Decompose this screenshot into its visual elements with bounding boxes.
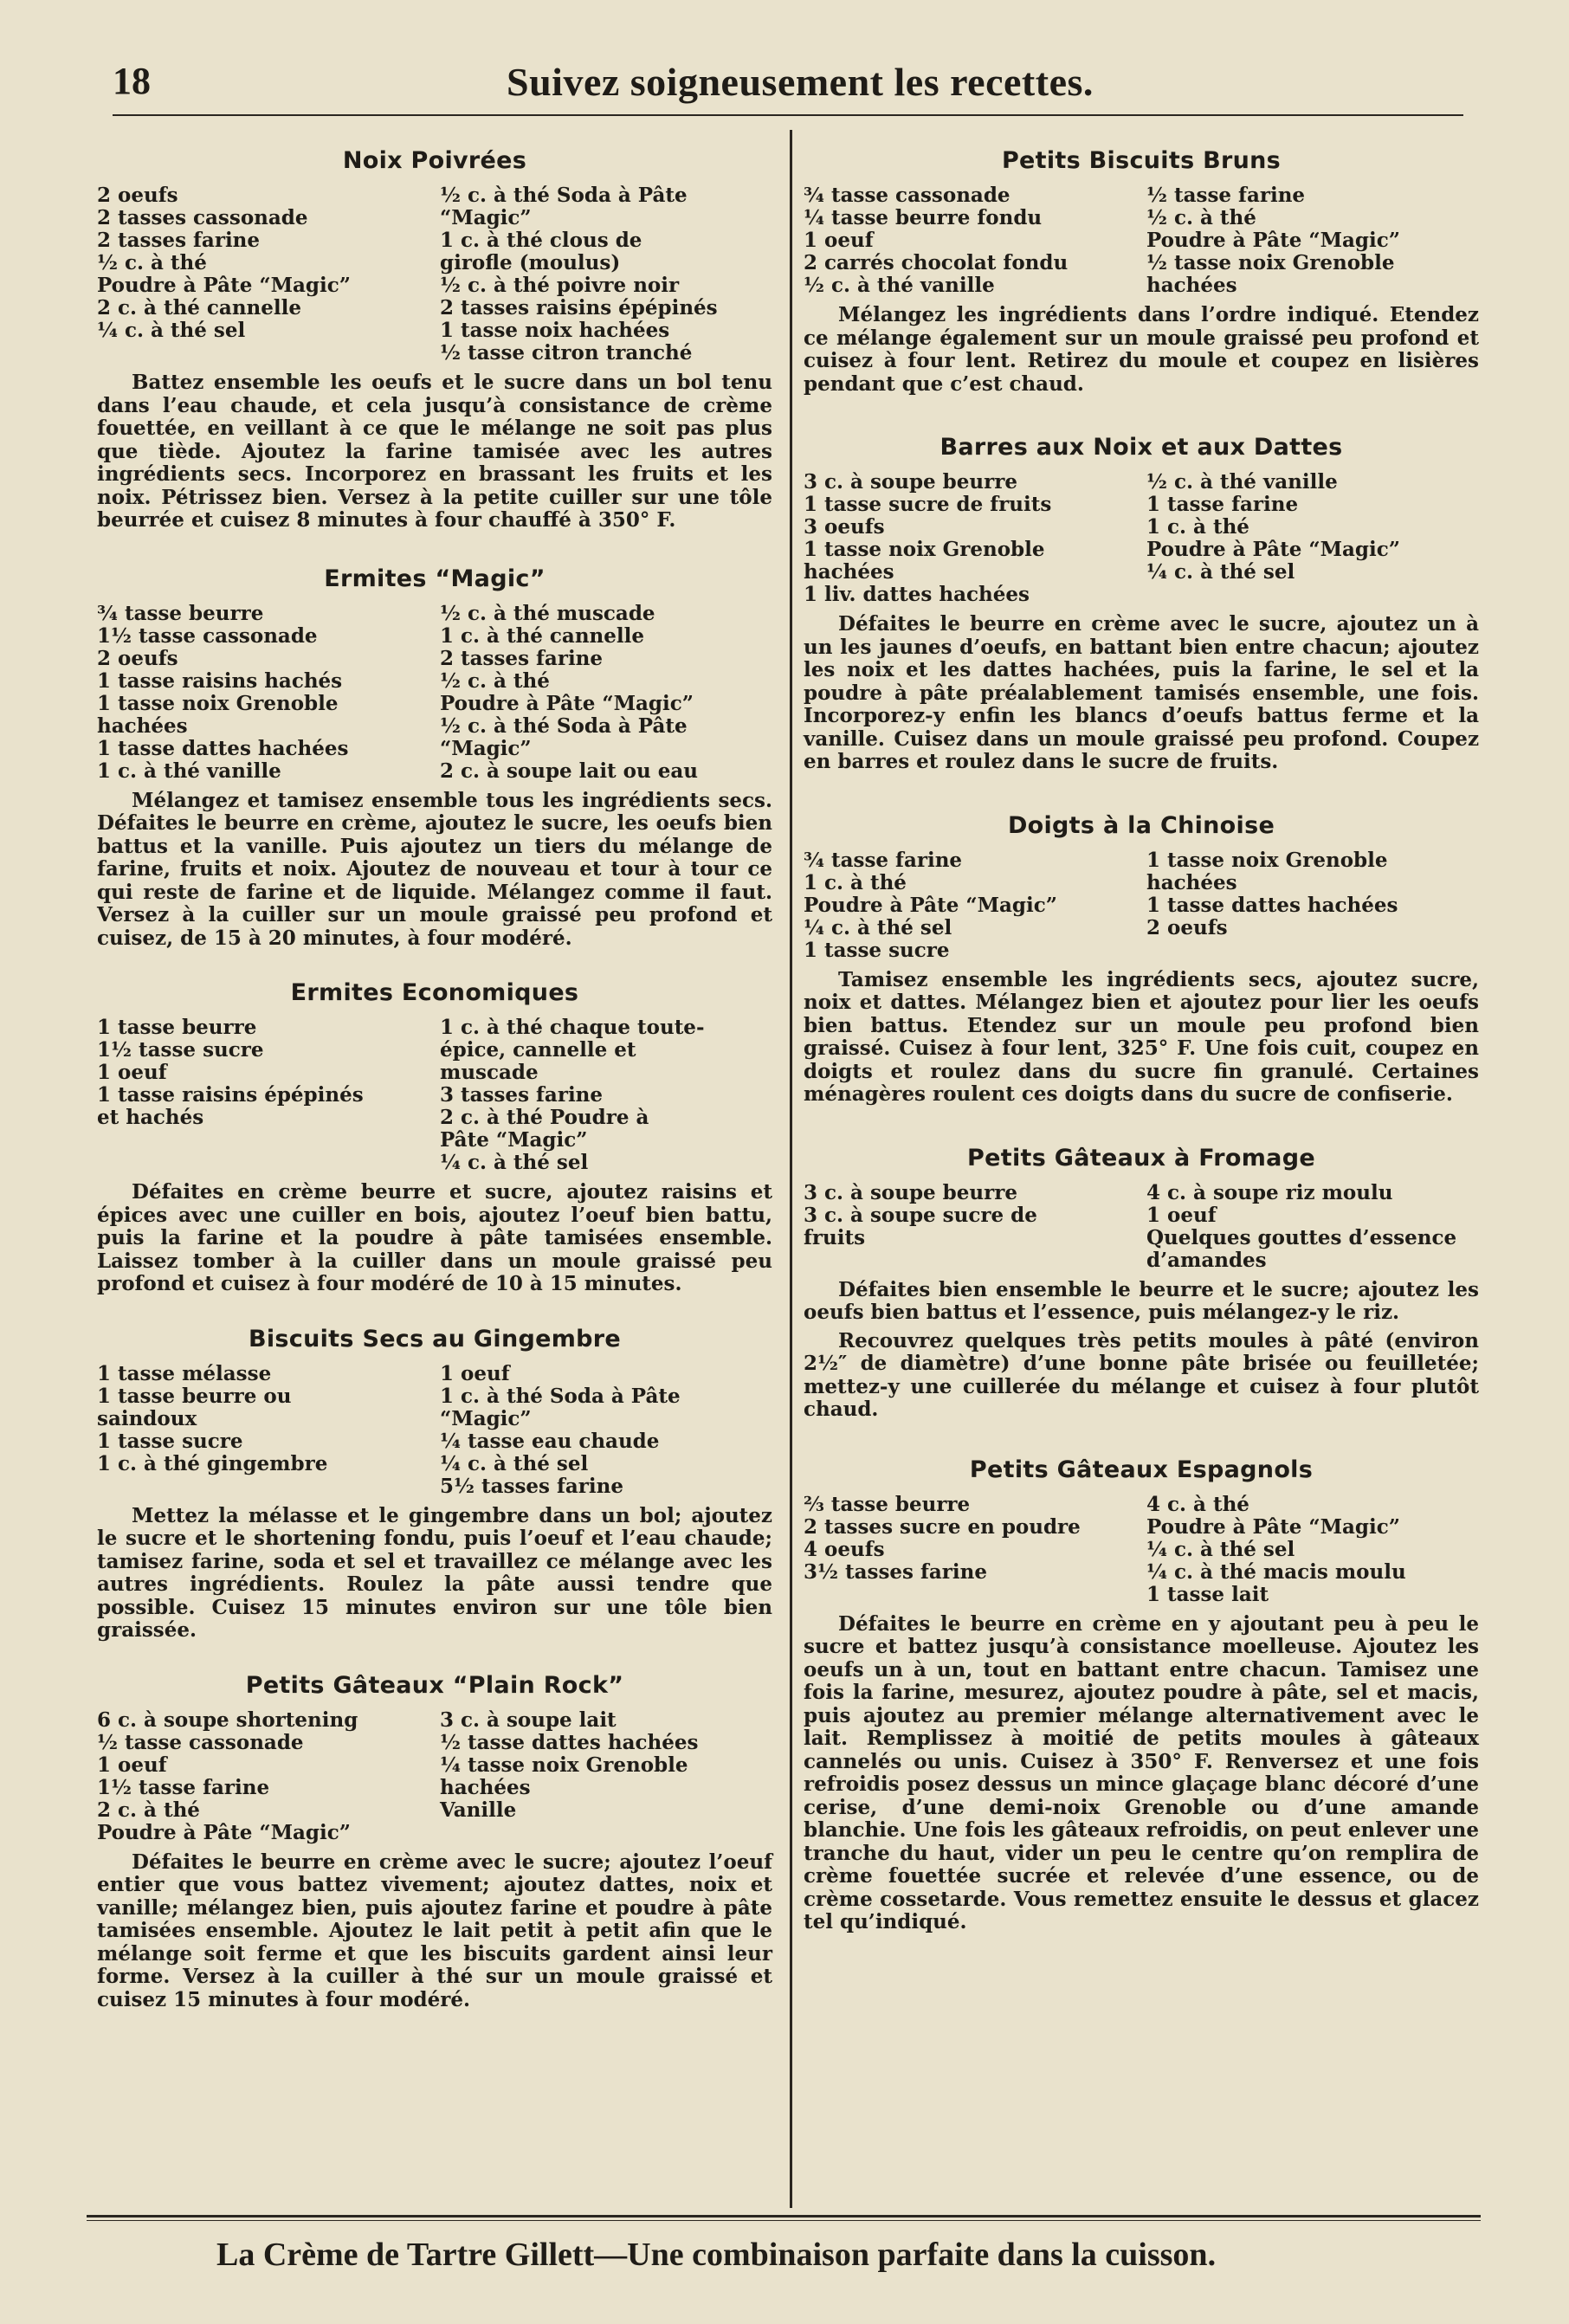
ingredient-line: 2 c. à soupe lait ou eau (440, 759, 699, 783)
recipe-title: Petits Biscuits Bruns (1001, 147, 1282, 174)
ingredient-list (804, 184, 1479, 297)
ingredient-line: ½ c. à thé (97, 251, 207, 274)
recipe-method: Défaites bien ensemble le beurre et le sucre; ajoutez les oeufs bien battus et l’essence, puis mélangez-y le riz. (804, 1277, 1479, 1324)
ingredient-column (1146, 1494, 1479, 1606)
ingredient-line: 1½ tasse cassonade (97, 623, 318, 648)
ingredient-line: 3 c. à soupe sucre de (804, 1203, 1037, 1227)
ingredient-line: ½ tasse cassonade (97, 1730, 304, 1754)
ingredient-line: 3 c. à soupe lait (440, 1707, 617, 1732)
recipe-method: Mélangez les ingrédients dans l’ordre indiqué. Etendez ce mélange également sur un moule graissé peu profond et cuisez à four lent. Retirez du moule et coupez en lisières pendant que c’est chaud. (804, 303, 1479, 396)
ingredient-line: 1 tasse dattes hachées (97, 736, 349, 760)
ingredient-line: ½ c. à thé Soda à Pâte (440, 713, 688, 738)
ingredient-line: 5½ tasses farine (440, 1474, 624, 1498)
ingredient-line: 4 c. à thé (1146, 1492, 1249, 1516)
recipe-method: Recouvrez quelques très petits moules à pâté (environ 2½″ de diamètre) d’une bonne pâte brisée ou feuilletée; mettez-y une cuillerée du mélange et cuisez à four plutôt chaud. (804, 1328, 1479, 1421)
ingredient-line: épice, cannelle et (440, 1038, 636, 1062)
ingredient-line: Poudre à Pâte “Magic” (1146, 229, 1400, 252)
recipe-title: Barres aux Noix et aux Dattes (939, 434, 1343, 461)
page-header (113, 54, 1463, 114)
ingredient-line: 1 tasse noix Grenoble (1146, 848, 1388, 872)
ingredient-line: 1 tasse sucre (804, 938, 950, 962)
right-column (804, 147, 1479, 1940)
ingredient-column (440, 1363, 772, 1498)
ingredient-line: 1 tasse sucre (97, 1429, 243, 1453)
ingredient-line: ½ c. à thé poivre noir (440, 274, 680, 297)
ingredient-column (1146, 184, 1479, 297)
recipe-method: Battez ensemble les oeufs et le sucre dans un bol tenu dans l’eau chaude, et cela jusqu’à consistance de crème fouettée, en veillant à ce que le mélange ne soit pas plus que tiède. Ajoutez la farine tamisée avec les autres ingrédients secs. Incorporez en brassant les fruits et les noix. Pétrissez bien. Versez à la petite cuiller sur une tôle beurrée et cuisez 8 minutes à four chauffé à 350° F. (97, 371, 772, 532)
ingredient-line: 2 carrés chocolat fondu (804, 251, 1069, 274)
ingredient-line: ¼ c. à thé sel (440, 1451, 589, 1475)
ingredient-line: muscade (440, 1061, 539, 1084)
ingredient-list (804, 849, 1479, 962)
ingredient-line: Quelques gouttes d’essence (1146, 1225, 1457, 1249)
header-rule (113, 114, 1463, 116)
ingredient-column (97, 603, 429, 783)
ingredient-column (97, 1017, 429, 1174)
footer-slogan: La Crème de Tartre Gillett—Une combinaison parfaite dans la cuisson. (216, 2237, 1217, 2273)
ingredient-line: Poudre à Pâte “Magic” (97, 1820, 351, 1844)
ingredient-line: 1 tasse raisins épépinés (97, 1083, 364, 1107)
ingredient-line: 1 oeuf (97, 1061, 167, 1084)
ingredient-line: Poudre à Pâte “Magic” (440, 691, 694, 715)
ingredient-line: ¼ c. à thé sel (1146, 560, 1295, 584)
recipe (804, 1456, 1479, 1934)
ingredient-line: Poudre à Pâte “Magic” (97, 274, 351, 297)
recipe (97, 147, 772, 533)
ingredient-line: 1 c. à thé gingembre (97, 1451, 328, 1475)
ingredient-list (97, 603, 772, 783)
ingredient-column (804, 1182, 1136, 1272)
ingredient-list (97, 1363, 772, 1498)
ingredient-line: ¼ c. à thé macis moulu (1146, 1559, 1406, 1584)
ingredient-line: ½ c. à thé (1146, 206, 1256, 229)
ingredient-line: ½ c. à thé vanille (804, 274, 995, 297)
ingredient-line: 2 oeufs (97, 646, 178, 670)
recipe-method: Mettez la mélasse et le gingembre dans un bol; ajoutez le sucre et le shortening fondu, puis l’oeuf et l’eau chaude; tamisez farine, soda et sel et travaillez ce mélange avec les autres ingrédients. Roulez la pâte aussi tendre que possible. Cuisez 15 minutes environ sur une tôle bien graissée. (97, 1503, 772, 1642)
ingredient-line: 2 tasses raisins épépinés (440, 296, 718, 320)
ingredient-line: ½ tasse farine (1146, 184, 1306, 207)
recipe (804, 147, 1479, 396)
recipe-method: Tamisez ensemble les ingrédients secs, ajoutez sucre, noix et dattes. Mélangez bien et ajoutez pour lier les oeufs bien battus. Etendez sur un moule peu profond bien graissé. Cuisez à four lent, 325° F. Une fois cuit, coupez en doigts et roulez dans du sucre fin granulé. Certaines ménagères roulent ces doigts dans du sucre de confiserie. (804, 967, 1479, 1106)
ingredient-line: et hachés (97, 1106, 204, 1129)
ingredient-line: 2 c. à thé (97, 1798, 200, 1822)
ingredient-list (804, 471, 1479, 606)
ingredient-column (1146, 471, 1479, 606)
ingredient-column (440, 1017, 772, 1174)
ingredient-line: 3 c. à soupe beurre (804, 1180, 1017, 1204)
ingredient-line: ¼ tasse eau chaude (440, 1429, 660, 1453)
ingredient-line: ½ tasse citron tranché (440, 341, 693, 365)
recipe-method: Défaites le beurre en crème avec le sucre, ajoutez un à un les jaunes d’oeufs, en battant bien entre chacun; ajoutez les noix et les dattes hachées, puis la farine, le sel et la poudre à pâte préalablement tamisés ensemble, une fois. Incorporez-y enfin les blancs d’oeufs battus ferme et la vanille. Cuisez dans un moule graissé peu profond. Coupez en barres et roulez dans le sucre de fruits. (804, 612, 1479, 773)
recipe-title: Petits Gâteaux à Fromage (967, 1144, 1315, 1172)
ingredient-line: “Magic” (440, 1406, 532, 1430)
ingredient-column (440, 184, 772, 365)
ingredient-line: 2 tasses farine (440, 646, 604, 670)
ingredient-line: hachées (1146, 870, 1237, 894)
ingredient-line: Poudre à Pâte “Magic” (1146, 1514, 1400, 1539)
ingredient-line: ⅔ tasse beurre (804, 1492, 971, 1516)
ingredient-line: 2 c. à thé cannelle (97, 296, 302, 320)
ingredient-line: ¼ c. à thé sel (1146, 1537, 1295, 1561)
recipe-method: Défaites le beurre en crème avec le sucre; ajoutez l’oeuf entier que vous battez vivement; ajoutez dattes, noix et vanille; mélangez bien, puis ajoutez farine et poudre à pâte tamisées ensemble. Ajoutez le lait petit à petit afin que le mélange soit ferme et que les biscuits gardent ainsi leur forme. Versez à la cuiller à thé sur un moule graissé et cuisez 15 minutes à four modéré. (97, 1850, 772, 2011)
ingredient-line: 1 c. à thé clous de (440, 229, 642, 252)
ingredient-line: 2 c. à thé Poudre à (440, 1106, 649, 1129)
ingredient-line: 1 c. à thé (804, 870, 907, 894)
ingredient-line: 1 tasse lait (1146, 1582, 1269, 1606)
ingredient-column (1146, 849, 1479, 962)
ingredient-line: d’amandes (1146, 1248, 1267, 1272)
ingredient-column (97, 1363, 429, 1498)
ingredient-column (97, 1709, 429, 1844)
ingredient-line: 1 tasse raisins hachés (97, 668, 343, 693)
ingredient-line: 1 tasse dattes hachées (1146, 893, 1398, 917)
ingredient-column (97, 184, 429, 365)
ingredient-line: 1 tasse noix Grenoble (804, 538, 1045, 561)
recipe-title: Ermites “Magic” (324, 565, 546, 592)
ingredient-line: ¼ c. à thé sel (440, 1151, 589, 1174)
recipe (804, 1145, 1479, 1422)
ingredient-line: 3 c. à soupe beurre (804, 470, 1017, 494)
ingredient-column (804, 849, 1136, 962)
ingredient-line: “Magic” (440, 206, 532, 229)
recipe (804, 812, 1479, 1107)
ingredient-line: 2 tasses farine (97, 229, 261, 252)
ingredient-line: Vanille (440, 1798, 517, 1822)
ingredient-line: 2 oeufs (1146, 915, 1228, 939)
left-column (97, 147, 772, 2017)
ingredient-line: 1 c. à thé cannelle (440, 623, 645, 648)
ingredient-list (804, 1494, 1479, 1606)
ingredient-line: 1 oeuf (804, 229, 874, 252)
ingredient-column (804, 1494, 1136, 1606)
ingredient-line: 1 tasse beurre (97, 1016, 257, 1039)
footer-rule (87, 2215, 1481, 2217)
ingredient-line: 1 oeuf (1146, 1203, 1217, 1227)
ingredient-column (440, 603, 772, 783)
ingredient-line: Poudre à Pâte “Magic” (1146, 538, 1400, 561)
ingredient-line: fruits (804, 1225, 866, 1249)
ingredient-list (97, 1709, 772, 1844)
ingredient-line: ¼ c. à thé sel (97, 319, 246, 342)
recipe-title: Petits Gâteaux Espagnols (969, 1456, 1314, 1483)
ingredient-line: girofle (moulus) (440, 251, 621, 274)
ingredient-line: 1 liv. dattes hachées (804, 583, 1030, 606)
ingredient-line: ¼ c. à thé sel (804, 915, 952, 939)
recipe-title: Ermites Economiques (290, 979, 579, 1006)
ingredient-line: 1½ tasse farine (97, 1775, 270, 1799)
ingredient-line: 3½ tasses farine (804, 1559, 988, 1584)
ingredient-line: 2 tasses cassonade (97, 206, 308, 229)
ingredient-line: ¾ tasse beurre (97, 601, 264, 625)
ingredient-line: 1 oeuf (97, 1753, 167, 1777)
ingredient-line: ½ c. à thé muscade (440, 601, 655, 625)
ingredient-column (804, 471, 1136, 606)
recipe-title: Noix Poivrées (342, 147, 527, 174)
column-divider (790, 130, 792, 2208)
recipe-title: Biscuits Secs au Gingembre (248, 1325, 621, 1352)
recipe-method: Mélangez et tamisez ensemble tous les ingrédients secs. Défaites le beurre en crème, ajoutez le sucre, les oeufs bien battus et la vanille. Puis ajoutez un tiers du mélange de farine, fruits et noix. Ajoutez de nouveau et tour à tour ce qui reste de farine et de liquide. Mélangez comme il faut. Versez à la cuiller sur un moule graissé peu profond et cuisez, de 15 à 20 minutes, à four modéré. (97, 788, 772, 950)
recipe (97, 979, 772, 1296)
ingredient-line: hachées (804, 560, 894, 584)
ingredient-line: ¼ tasse noix Grenoble (440, 1753, 688, 1777)
ingredient-line: 1 oeuf (440, 1361, 510, 1385)
recipe (804, 434, 1479, 774)
ingredient-line: 1 tasse farine (1146, 493, 1299, 516)
recipe (97, 1672, 772, 2012)
ingredient-list (804, 1182, 1479, 1272)
ingredient-line: 1 c. à thé (1146, 515, 1249, 539)
ingredient-line: ¼ tasse beurre fondu (804, 206, 1043, 229)
ingredient-line: ½ tasse noix Grenoble (1146, 251, 1395, 274)
ingredient-line: 1 c. à thé chaque toute- (440, 1016, 705, 1039)
ingredient-line: “Magic” (440, 736, 532, 760)
ingredient-line: 3 tasses farine (440, 1083, 604, 1107)
running-title: Suivez soigneusement les recettes. (507, 60, 1094, 104)
ingredient-line: ½ c. à thé vanille (1146, 470, 1338, 494)
ingredient-line: 4 c. à soupe riz moulu (1146, 1180, 1393, 1204)
recipe-title: Petits Gâteaux “Plain Rock” (245, 1671, 624, 1699)
ingredient-line: hachées (440, 1775, 531, 1799)
ingredient-line: 4 oeufs (804, 1537, 885, 1561)
ingredient-line: 1 c. à thé Soda à Pâte (440, 1384, 681, 1408)
ingredient-line: hachées (97, 713, 188, 738)
ingredient-line: 1 tasse beurre ou (97, 1384, 292, 1408)
ingredient-line: saindoux (97, 1406, 197, 1430)
ingredient-line: ½ c. à thé (440, 668, 550, 693)
recipe (97, 1326, 772, 1643)
ingredient-line: Poudre à Pâte “Magic” (804, 893, 1057, 917)
ingredient-line: ½ tasse dattes hachées (440, 1730, 699, 1754)
recipe-method: Défaites en crème beurre et sucre, ajoutez raisins et épices avec une cuiller en bois, ajoutez l’oeuf bien battu, puis la farine et la poudre à pâte tamisées ensemble. Laissez tomber à la cuiller dans un moule graissé peu profond et cuisez à four modéré de 10 à 15 minutes. (97, 1180, 772, 1295)
ingredient-line: 1 tasse sucre de fruits (804, 493, 1052, 516)
ingredient-line: ½ c. à thé Soda à Pâte (440, 184, 688, 207)
ingredient-line: 1 tasse mélasse (97, 1361, 272, 1385)
footer-rule-thin (87, 2220, 1481, 2221)
ingredient-line: 2 oeufs (97, 184, 178, 207)
ingredient-column (1146, 1182, 1479, 1272)
ingredient-list (97, 1017, 772, 1174)
ingredient-line: 2 tasses sucre en poudre (804, 1514, 1081, 1539)
ingredient-column (440, 1709, 772, 1844)
ingredient-column (804, 184, 1136, 297)
recipe-title: Doigts à la Chinoise (1007, 811, 1275, 839)
ingredient-line: hachées (1146, 274, 1237, 297)
ingredient-list (97, 184, 772, 365)
page-number: 18 (113, 60, 151, 102)
recipe (97, 565, 772, 951)
ingredient-line: 1 tasse noix Grenoble (97, 691, 339, 715)
ingredient-line: 1 c. à thé vanille (97, 759, 281, 783)
ingredient-line: 3 oeufs (804, 515, 885, 539)
recipe-method: Défaites le beurre en crème en y ajoutant peu à peu le sucre et battez jusqu’à consistance moelleuse. Ajoutez les oeufs un à un, tout en battant entre chacun. Tamisez une fois la farine, mesurez, ajoutez poudre à pâte, sel et macis, puis ajoutez au premier mélange alternativement avec le lait. Remplissez à moitié de petits moules à gâteaux cannelés ou unis. Cuisez à 350° F. Renversez et une fois refroidis posez dessus un mince glaçage blanc décoré d’une cerise, d’une demi-noix Grenoble ou d’une amande blanchie. Une fois les gâteaux refroidis, on peut enlever une tranche du haut, vider un peu le centre qu’on remplira de crème fouettée sucrée et relevée d’une essence, ou de crème cossetarde. Vous remettez ensuite le dessus et glacez tel qu’indiqué. (804, 1611, 1479, 1933)
ingredient-line: 1½ tasse sucre (97, 1038, 264, 1062)
ingredient-line: ¾ tasse cassonade (804, 184, 1010, 207)
ingredient-line: 6 c. à soupe shortening (97, 1707, 358, 1732)
ingredient-line: Pâte “Magic” (440, 1128, 588, 1152)
ingredient-line: 1 tasse noix hachées (440, 319, 670, 342)
ingredient-line: ¾ tasse farine (804, 848, 963, 872)
